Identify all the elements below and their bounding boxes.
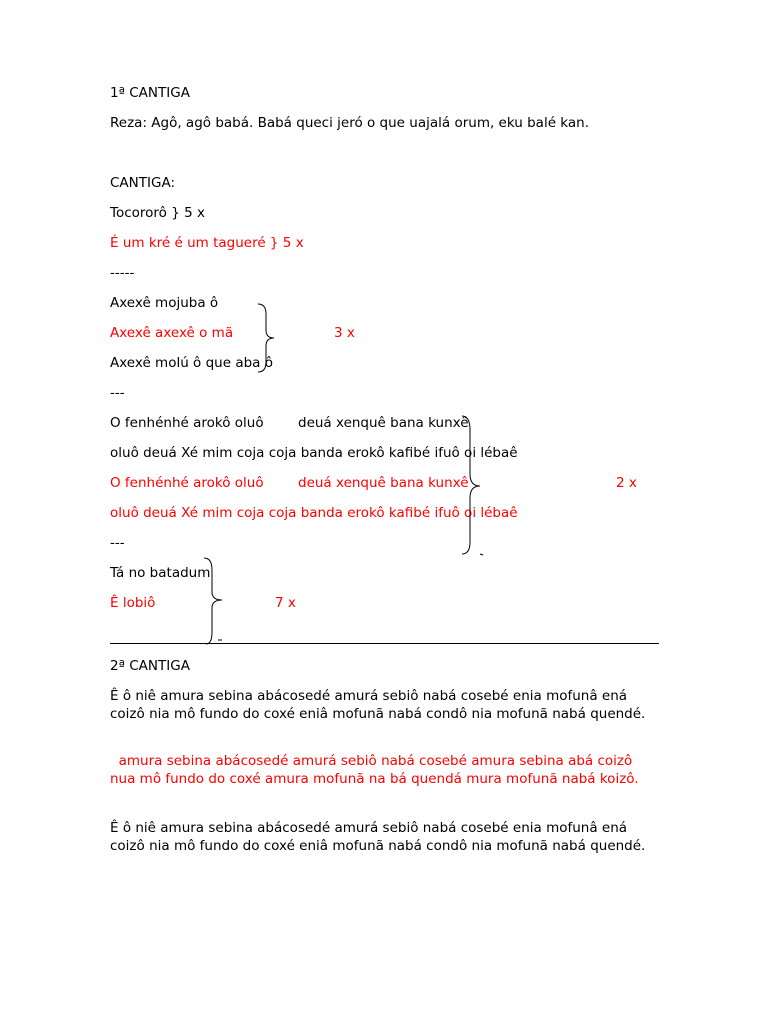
tocororo-line: Tocororô } 5 x (110, 205, 205, 221)
batadum-line: Tá no batadum (110, 565, 211, 581)
fenhenhe-line-4: oluô deuá Xé mim coja coja banda erokô kafibé ifuô oi lébaê (110, 505, 518, 521)
fenhenhe-line-2: oluô deuá Xé mim coja coja banda erokô kafibé ifuô oi lébaê (110, 445, 518, 461)
lobio-line: Ê lobiô (110, 595, 156, 611)
fenhenhe-line-1a: O fenhénhé arokô oluô (110, 415, 264, 431)
cantiga-2-paragraph-2: amura sebina abácosedé amurá sebiô nabá cosebé amura sebina abá coizô nua mô fundo do coxé amura mofunã na bá quendá mura mofunã nabá koizô. (110, 753, 639, 787)
section-divider (110, 643, 659, 644)
cantiga-label: CANTIGA: (110, 175, 175, 191)
fenhenhe-brace (458, 414, 486, 558)
axexe-repeat-count: 3 x (334, 325, 355, 341)
axexe-line-3: Axexê molú ô que aba ô (110, 355, 273, 371)
fenhenhe-line-3a: O fenhénhé arokô oluô (110, 475, 264, 491)
axexe-brace (256, 302, 278, 374)
reza-line: Reza: Agô, agô babá. Babá queci jeró o que uajalá orum, eku balé kan. (110, 115, 589, 131)
separator-1: ----- (110, 265, 135, 281)
tocororo-red-line: É um kré é um tagueré } 5 x (110, 235, 304, 251)
fenhenhe-line-3b: deuá xenquê bana kunxê (298, 475, 469, 491)
cantiga-2-paragraph-1: Ê ô niê amura sebina abácosedé amurá sebiô nabá cosebé enia mofunâ ená coizô nia mô fundo do coxé eniâ mofunã nabá condô nia mofunã nabá quendé. (110, 688, 646, 722)
cantiga-2-title: 2ª CANTIGA (110, 658, 190, 674)
cantiga-1-title: 1ª CANTIGA (110, 85, 190, 101)
axexe-line-1: Axexê mojuba ô (110, 295, 219, 311)
cantiga-2-paragraph-3: Ê ô niê amura sebina abácosedé amurá sebiô nabá cosebé enia mofunâ ená coizô nia mô fundo do coxé eniâ mofunã nabá condô nia mofunã nabá quendé. (110, 820, 646, 854)
lobio-repeat-count: 7 x (275, 595, 296, 611)
fenhenhe-line-1b: deuá xenquê bana kunxê (298, 415, 469, 431)
batadum-brace (202, 556, 228, 646)
axexe-line-2: Axexê axexê o mã (110, 325, 234, 341)
fenhenhe-repeat-count: 2 x (616, 475, 637, 491)
separator-2: --- (110, 385, 125, 401)
separator-3: --- (110, 535, 125, 551)
